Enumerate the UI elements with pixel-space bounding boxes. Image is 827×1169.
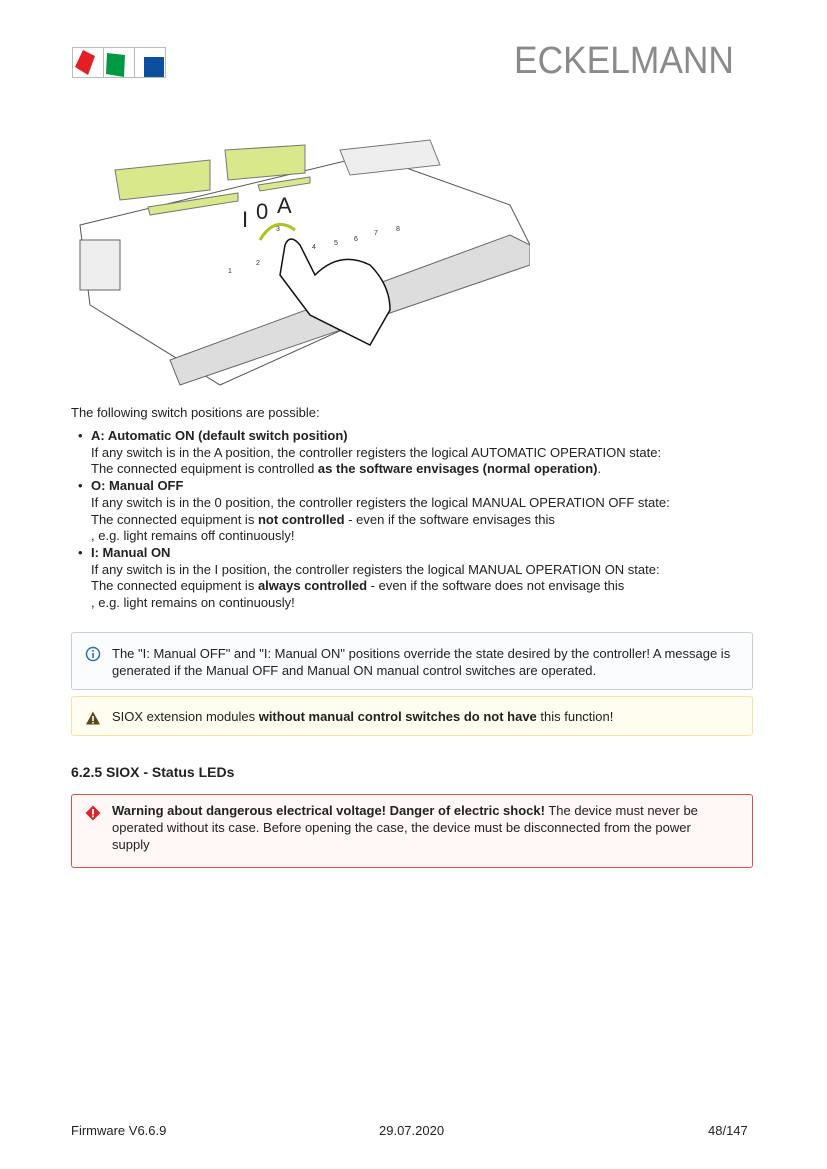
switch-number: 6 [354, 236, 358, 243]
switch-number: 5 [334, 240, 338, 247]
danger-note: Warning about dangerous electrical voltage! Danger of electric shock! The device must never be operated without its case. Before opening the case, the device must be disconnected from the power supply [71, 794, 753, 868]
switch-label-i: I [242, 207, 249, 232]
warning-note: SIOX extension modules without manual control switches do not have this function! [71, 696, 753, 736]
warning-triangle-icon [85, 710, 101, 726]
footer-date: 29.07.2020 [379, 1123, 445, 1138]
section-heading: 6.2.5 SIOX - Status LEDs [71, 764, 235, 780]
brand-wordmark: ECKELMANN [514, 40, 734, 82]
list-item: • A: Automatic ON (default switch position) If any switch is in the A position, the controller registers the logical AUTOMATIC OPERATION state: The connected equipment is controlled as the software envisages (normal operation). [71, 428, 751, 478]
list-item: • O: Manual OFF If any switch is in the 0 position, the controller registers the logical MANUAL OPERATION OFF state: The connected equipment is not controlled - even if the software envisages this , e.g. light remains off continuously! [71, 478, 751, 545]
switch-number: 1 [228, 268, 232, 275]
switch-number: 4 [312, 244, 316, 251]
company-logo [72, 47, 166, 78]
switch-number: 8 [396, 226, 400, 233]
footer-page-number: 48/147 [708, 1123, 748, 1138]
switch-number: 2 [256, 260, 260, 267]
device-illustration [70, 135, 530, 395]
switch-label-a: A [277, 193, 292, 218]
switch-positions-list [71, 428, 751, 612]
danger-icon [85, 805, 101, 821]
list-item: • I: Manual ON If any switch is in the I position, the controller registers the logical MANUAL OPERATION ON state: The connected equipment is always controlled - even if the software does not envisage this , e.g. light remains on continuously! [71, 545, 751, 612]
switch-number: 7 [374, 230, 378, 237]
switch-label-0: 0 [256, 199, 269, 224]
info-note: The "I: Manual OFF" and "I: Manual ON" positions override the state desired by the controller! A message is generated if the Manual OFF and Manual ON manual control switches are operated. [71, 632, 753, 690]
intro-text: The following switch positions are possible: [71, 405, 320, 420]
switch-number: 3 [276, 226, 280, 233]
info-icon [85, 646, 101, 662]
footer-firmware: Firmware V6.6.9 [71, 1123, 167, 1138]
